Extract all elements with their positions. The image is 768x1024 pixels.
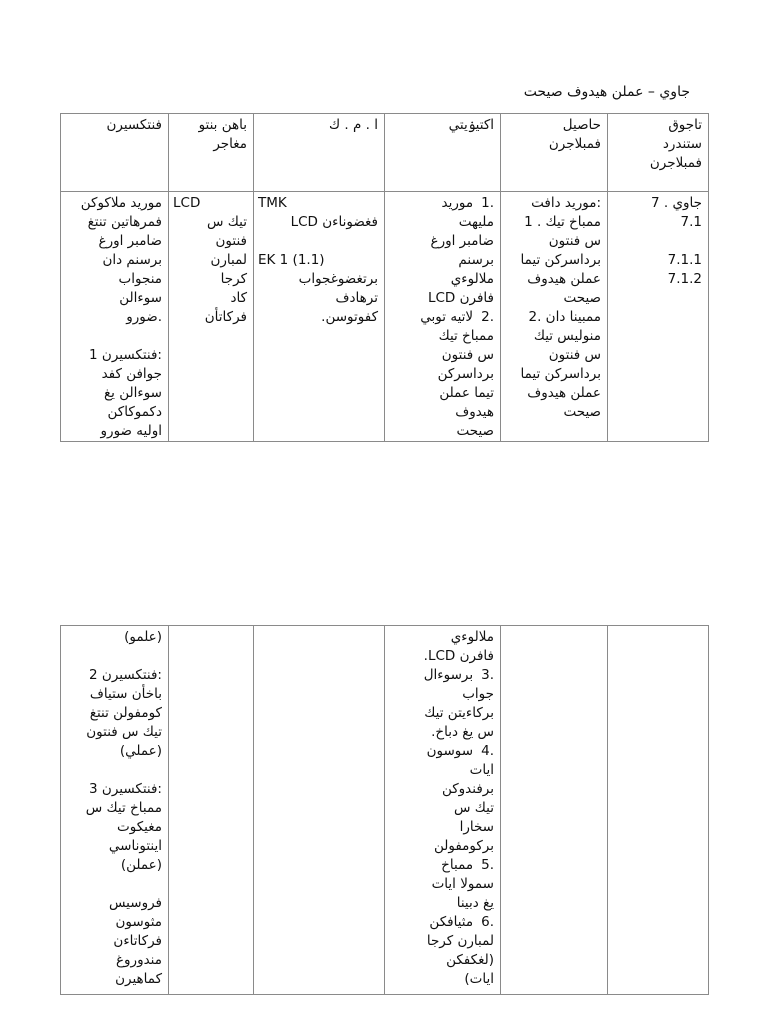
cell-teaching-aids: LCD تيك س فنتون لمبارن كرجا كاد فركاتأن [169,192,254,442]
lesson-plan-table-2 [60,625,709,995]
cell-strategy: (علمو) :فنتكسيرن 2 باخأن ستياف كومفولن تنتغ تيك س فنتون (عملي) :فنتكسيرن 3 ممباخ تيك س مغيكوت اينتوناسي (عملن) فروسيس مثوسون فركاتاءن مندوروغ كماهيرن [61,626,169,995]
page-title: جاوي – عملن هيدوف صيحت [523,84,690,100]
cell-emk [254,626,385,995]
header-learning-outcome: حاصيل فمبلاجرن [501,114,608,192]
table-row [61,192,709,442]
cell-activity: ملالوءي فافرن LCD. 3.برسوءال جواب بركاءيتن تيك س يغ دباخ. 4.سوسون ايات برفندوكن تيك س سخارا بركومفولن 5.ممباخ سمولا ايات يغ دبينا 6.مثيافكن لمبارن كرجا (لغكفكن ايات) [385,626,501,995]
header-teaching-aids: باهن بنتو مغاجر [169,114,254,192]
cell-standard-focus: جاوي . 7 7.1 7.1.1 7.1.2 [608,192,709,442]
cell-standard-focus [608,626,709,995]
table-row [61,626,709,995]
cell-strategy: موريد ملاكوكن فمرهاتين تنتغ ضامبر اورغ برسنم دان منجواب سوءالن .ضورو :فنتكسيرن 1 جوافن كفد سوءالن يغ دكموكاكن اوليه ضورو [61,192,169,442]
cell-emk: TMK فغضوناءن LCD EK 1 (1.1) برتغضوغجواب ترهادف كفوتوسن. [254,192,385,442]
header-strategy: فنتكسيرن [61,114,169,192]
cell-teaching-aids [169,626,254,995]
table-header-row [61,114,709,192]
cell-learning-outcome [501,626,608,995]
header-activity: اكتيۏيتي [385,114,501,192]
header-standard-focus: تاجوق ستندرد فمبلاجرن [608,114,709,192]
lesson-plan-table-1 [60,113,709,442]
header-emk: ا . م . ك [254,114,385,192]
cell-learning-outcome: :موريد دافت ممباخ تيك . 1 س فنتون برداسركن تيما عملن هيدوف صيحت ممبينا دان .2 منوليس تيك س فنتون برداسركن تيما عملن هيدوف صيحت [501,192,608,442]
cell-activity: 1.موريد مليهت ضامبر اورغ برسنم ملالوءي فافرن LCD 2.لاتيه توبي ممباخ تيك س فنتون برداسركن تيما عملن هيدوف صيحت [385,192,501,442]
